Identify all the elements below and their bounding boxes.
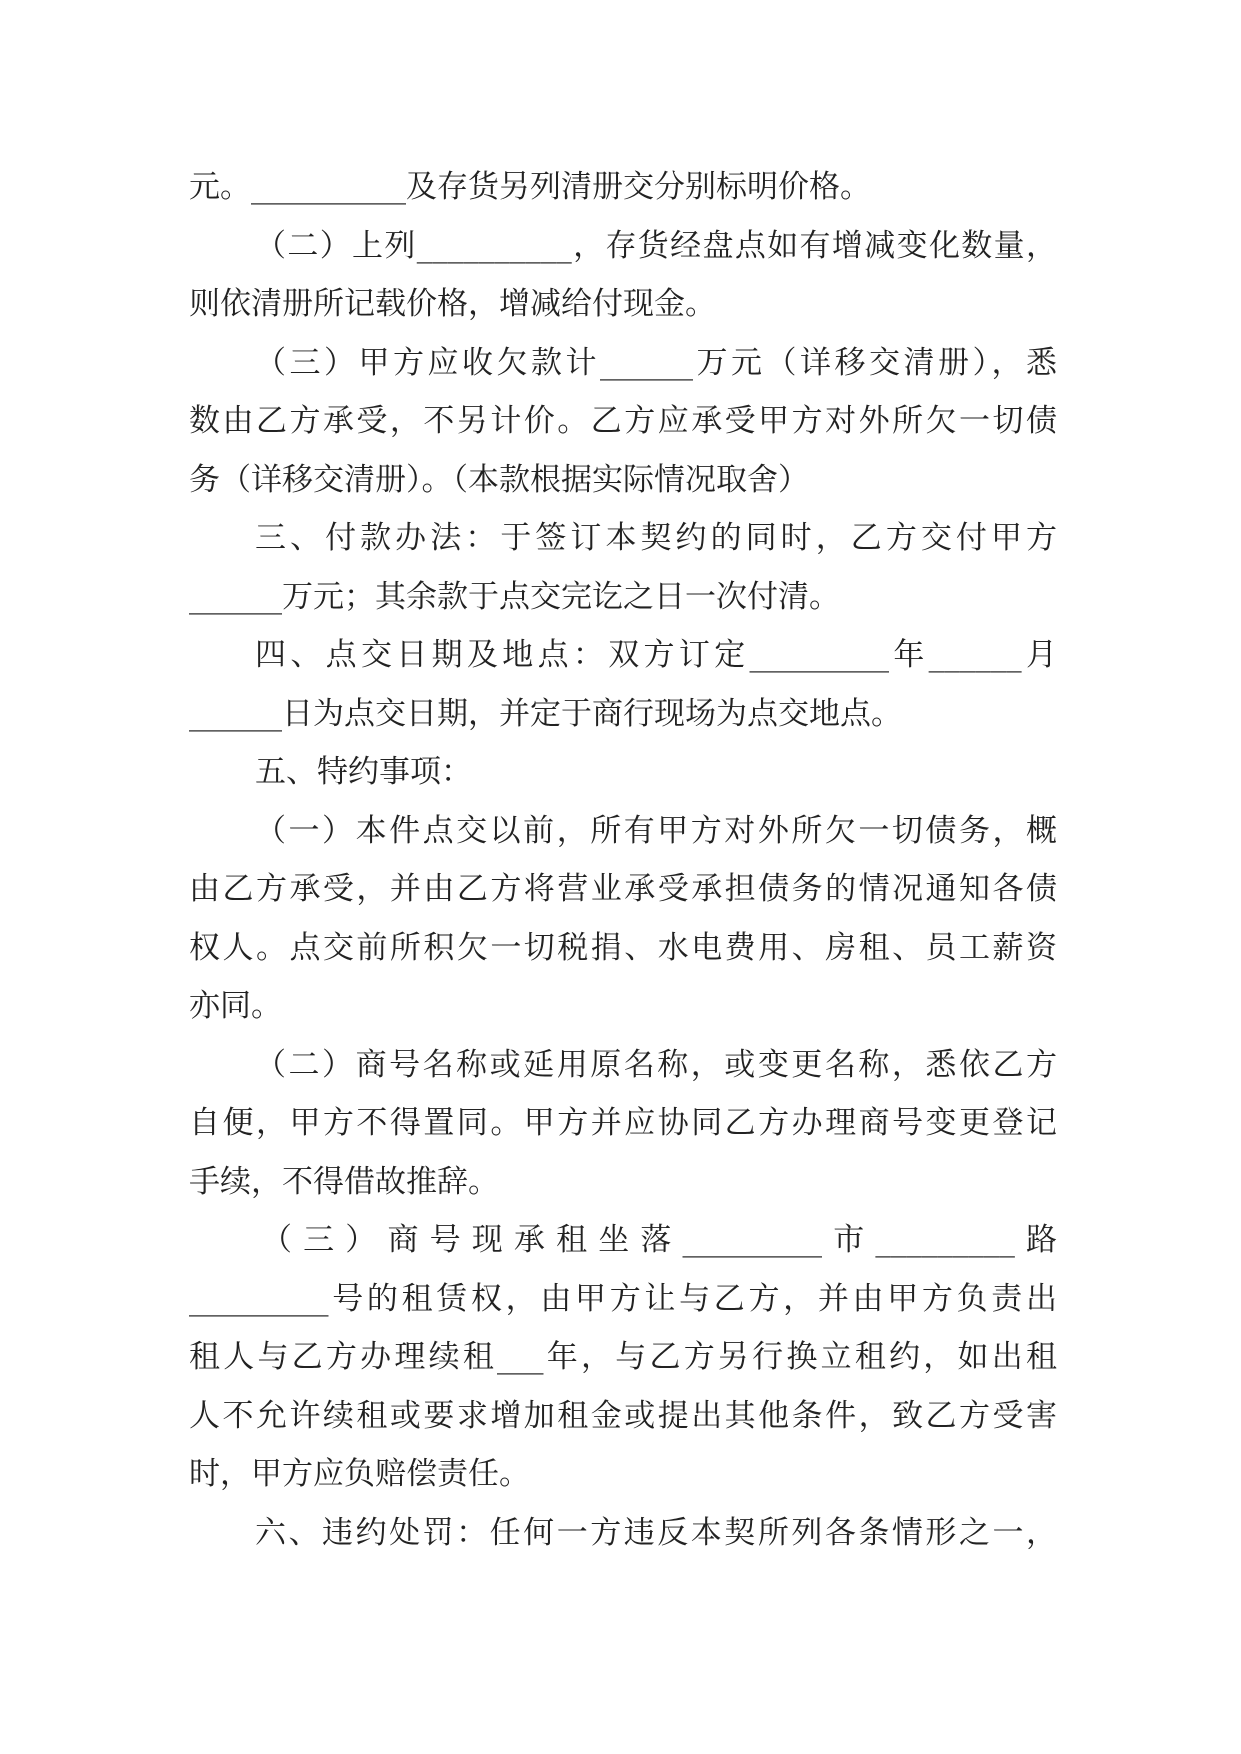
text-line-10: ______日为点交日期，并定于商行现场为点交地点。 [189,695,902,732]
text-line-6: 务（详移交清册）。（本款根据实际情况取舍） [189,461,809,498]
text-line-17: 自便，甲方不得置同。甲方并应协同乙方办理商号变更登记 [189,1105,1057,1141]
text-line-24: 六、违约处罚：任何一方违反本契所列各条情形之一， [255,1514,1057,1551]
text-line-12: （一）本件点交以前，所有甲方对外所欠一切债务，概 [255,812,1057,849]
text-line-15: 亦同。 [189,988,282,1024]
text-line-2: （二）上列__________，存货经盘点如有增减变化数量， [255,227,1057,264]
text-line-18: 手续，不得借故推辞。 [189,1163,499,1200]
text-line-14: 权人。点交前所积欠一切税捐、水电费用、房租、员工薪资 [189,929,1057,966]
text-line-13: 由乙方承受，并由乙方将营业承受承担债务的情况通知各债 [189,871,1057,907]
text-line-21: 租人与乙方办理续租___年，与乙方另行换立租约，如出租 [189,1339,1057,1375]
text-line-7: 三、付款办法：于签订本契约的同时，乙方交付甲方 [255,520,1057,556]
text-line-16: （二）商号名称或延用原名称，或变更名称，悉依乙方 [255,1046,1057,1083]
document-page [189,158,1057,1562]
text-line-22: 人不允许续租或要求增加租金或提出其他条件，致乙方受害 [189,1397,1057,1434]
text-line-19: （三）商号现承租坐落_________市_________路 [261,1222,1057,1258]
text-line-3: 则依清册所记载价格，增减给付现金。 [189,286,716,322]
text-line-20: _________号的租赁权，由甲方让与乙方，并由甲方负责出 [189,1280,1057,1317]
text-line-5: 数由乙方承受，不另计价。乙方应承受甲方对外所欠一切债 [189,403,1057,439]
text-line-4: （三）甲方应收欠款计______万元（详移交清册），悉 [255,344,1057,381]
text-line-9: 四、点交日期及地点：双方订定_________年______月 [255,637,1057,673]
text-line-1: 元。__________及存货另列清册交分别标明价格。 [189,169,871,205]
text-line-11: 五、特约事项： [255,754,472,790]
text-line-23: 时，甲方应负赔偿责任。 [189,1456,530,1492]
text-line-8: ______万元；其余款于点交完讫之日一次付清。 [189,578,840,615]
